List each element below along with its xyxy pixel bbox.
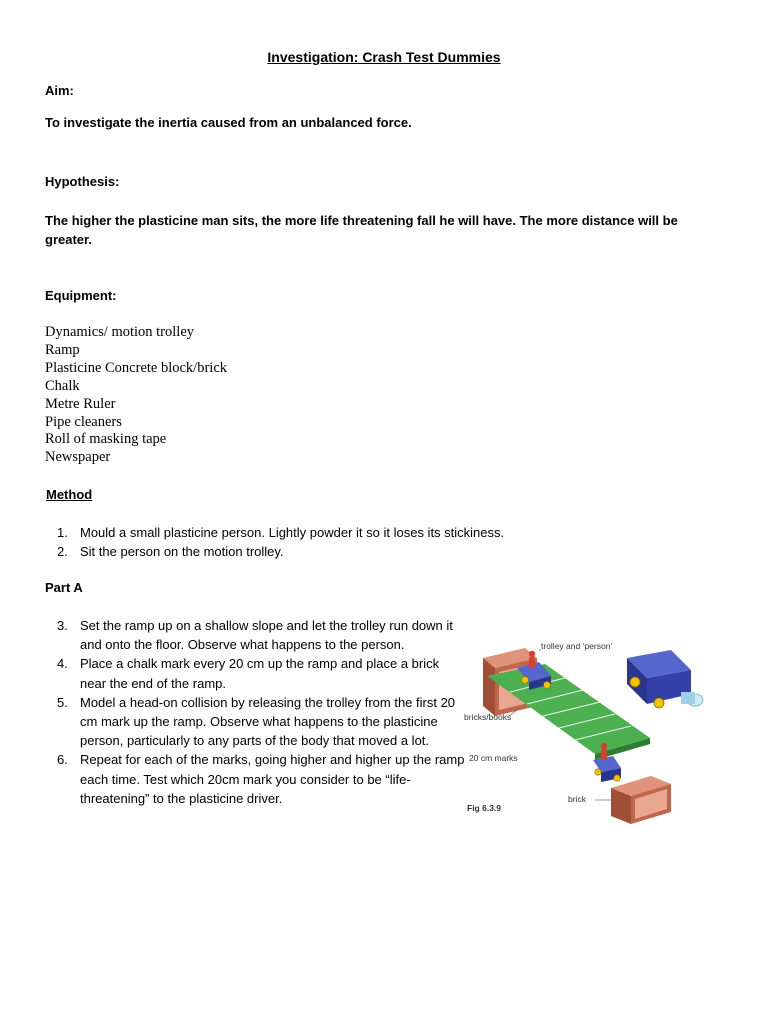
- ramp-diagram: [455, 628, 715, 828]
- figure-caption: Fig 6.3.9: [467, 803, 502, 813]
- hypothesis-heading: Hypothesis:: [45, 174, 120, 189]
- equipment-item: Ramp: [45, 341, 80, 358]
- equipment-heading: Equipment:: [45, 288, 117, 303]
- step-text: Mould a small plasticine person. Lightly powder it so it loses its stickiness.: [80, 525, 505, 540]
- figure-label-marks: 20 cm marks: [469, 753, 518, 763]
- step-number: 3.: [57, 618, 68, 633]
- equipment-item: Roll of masking tape: [45, 431, 167, 448]
- equipment-item: Pipe cleaners: [45, 413, 122, 430]
- equipment-item: Plasticine Concrete block/brick: [45, 359, 228, 376]
- step-text: Sit the person on the motion trolley.: [80, 544, 284, 560]
- list-item: [45, 542, 605, 561]
- equipment-item: Dynamics/ motion trolley: [45, 324, 195, 340]
- ramp-figure: [455, 628, 715, 828]
- document-title: Investigation: Crash Test Dummies: [267, 49, 501, 65]
- step-number: 4.: [57, 656, 68, 672]
- list-item: [45, 654, 465, 692]
- aim-text: To investigate the inertia caused from an unbalanced force.: [45, 115, 412, 130]
- figure-label-trolley: trolley and ‘person’: [541, 641, 613, 651]
- step-text: Place a chalk mark every 20 cm up the ramp and place a brick near the end of the ramp.: [80, 656, 440, 691]
- step-text: Repeat for each of the marks, going higher and higher up the ramp each time. Test which 20cm mark you consider to be “life-threatening” to the plasticine driver.: [80, 752, 465, 806]
- hypothesis-text: The higher the plasticine man sits, the more life threatening fall he will have. The more distance will be greater.: [45, 213, 678, 247]
- part-a-heading: Part A: [45, 580, 83, 595]
- method-steps: [45, 523, 605, 561]
- figure-label-bricks: bricks/books: [464, 712, 512, 722]
- step-number: 6.: [57, 752, 68, 768]
- brick-bottom-illustration: [611, 776, 671, 824]
- step-text: Model a head-on collision by releasing the trolley from the first 20 cm mark up the ramp. Observe what happens to the plasticine person, particularly to any parts of the body that moved a lot.: [80, 694, 456, 749]
- trolley-closeup-illustration: [627, 650, 703, 708]
- method-heading: Method: [46, 487, 93, 502]
- list-item: [45, 616, 465, 654]
- step-number: 5.: [57, 694, 68, 710]
- equipment-item: Metre Ruler: [45, 395, 116, 412]
- list-item: [45, 693, 465, 751]
- figure-label-brick: brick: [568, 794, 586, 804]
- step-number: 1.: [57, 525, 68, 540]
- part-a-steps: [45, 616, 465, 808]
- equipment-item: Chalk: [45, 377, 80, 394]
- aim-heading: Aim:: [45, 83, 74, 98]
- equipment-list: [45, 324, 227, 467]
- list-item: [45, 750, 465, 808]
- list-item: [45, 523, 605, 542]
- step-number: 2.: [57, 544, 68, 560]
- step-text: Set the ramp up on a shallow slope and let the trolley run down it and onto the floor. Observe what happens to the person.: [80, 618, 453, 653]
- equipment-item: Newspaper: [45, 449, 111, 466]
